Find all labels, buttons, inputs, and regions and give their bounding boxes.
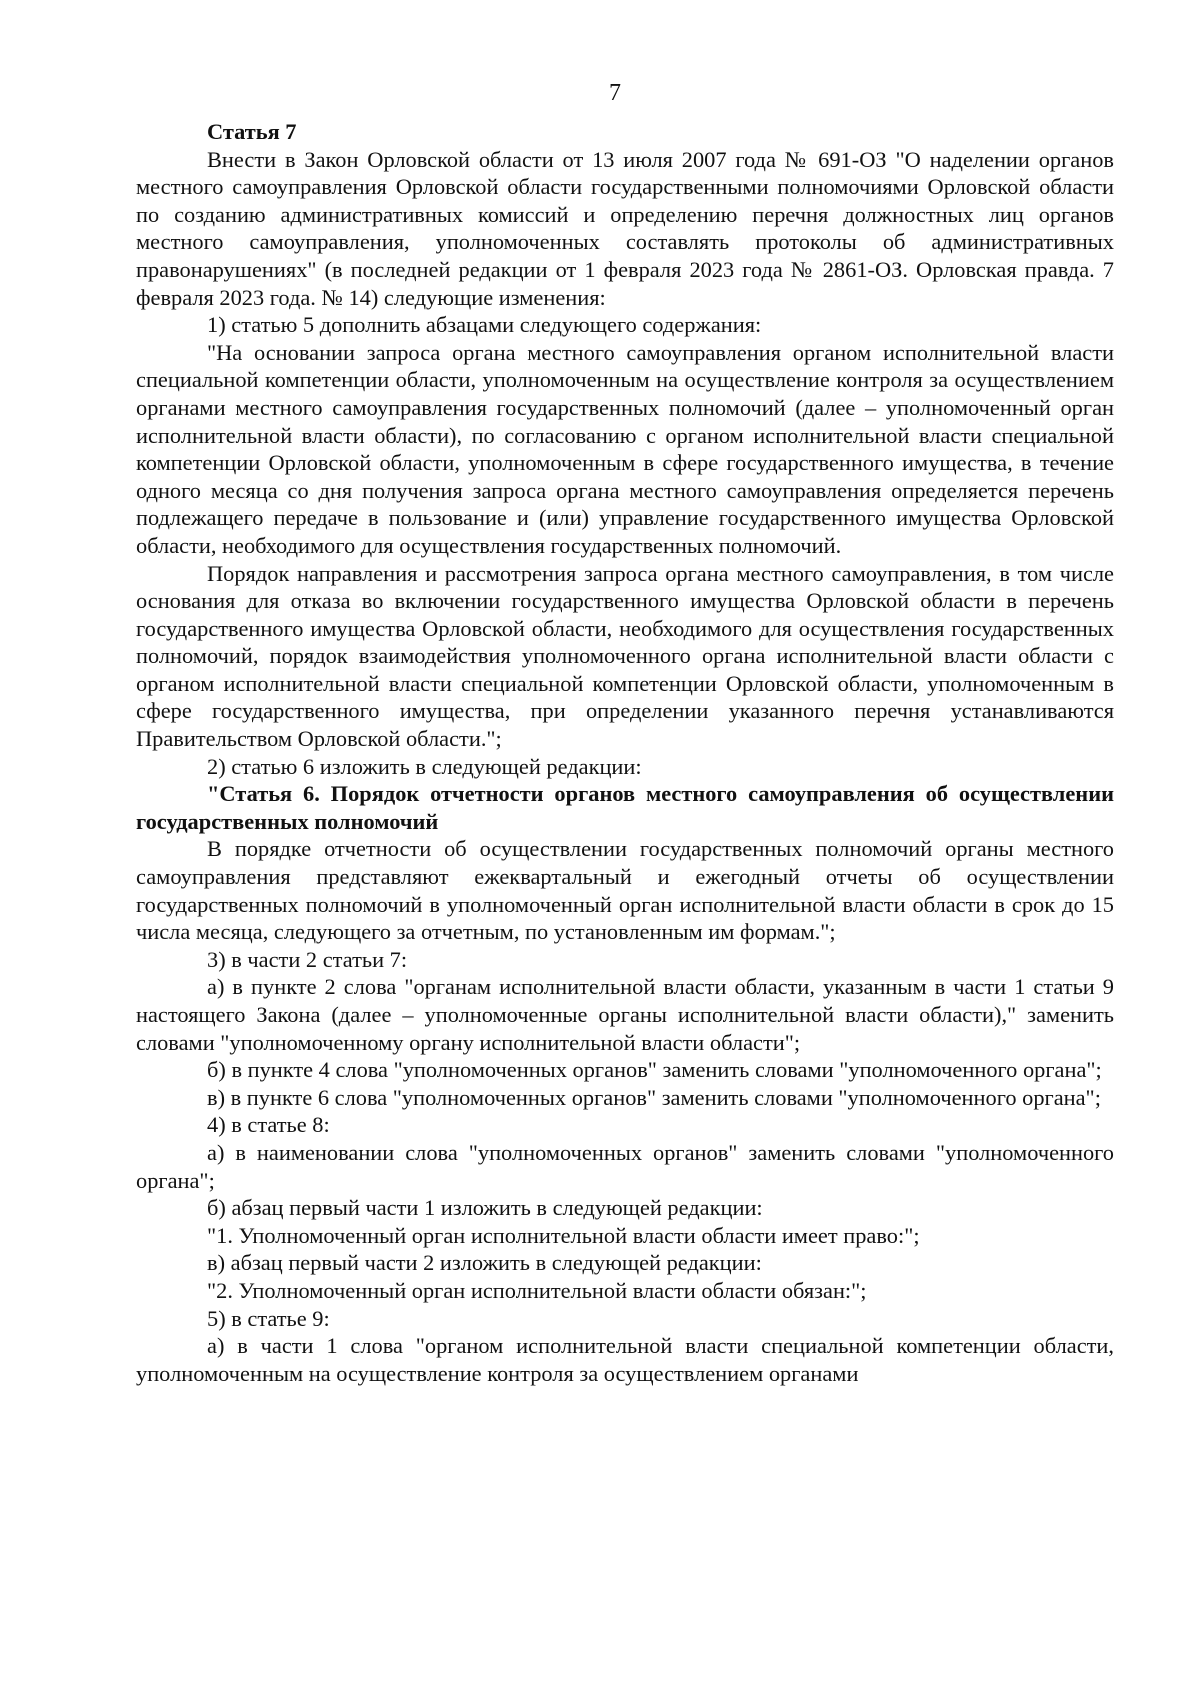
paragraph: в) в пункте 6 слова "уполномоченных органов" заменить словами "уполномоченного органа"; bbox=[207, 1084, 1101, 1110]
paragraph: "2. Уполномоченный орган исполнительной власти области обязан:"; bbox=[207, 1277, 867, 1303]
paragraph: 1) статью 5 дополнить абзацами следующего содержания: bbox=[207, 312, 762, 338]
paragraph: "На основании запроса органа местного самоуправления органом исполнительной власти специальной компетенции области, уполномоченным на осуществление контроля за осуществлением органами местного самоуправления государственных полномочий (далее – уполномоченный орган исполнительной власти области), по согласованию с органом исполнительной власти специальной компетенции Орловской области, уполномоченным в сфере государственного имущества, в течение одного месяца со дня получения запроса органа местного самоуправления определяется перечень подлежащего передаче в пользование и (или) управление государственного имущества Орловской области, необходимого для осуществления государственных полномочий. bbox=[136, 339, 1114, 558]
article-subheading: "Статья 6. Порядок отчетности органов местного самоуправления об осуществлении государственных полномочий bbox=[136, 781, 1114, 834]
document-body bbox=[136, 118, 1114, 1387]
paragraph: Внести в Закон Орловской области от 13 июля 2007 года № 691-ОЗ "О наделении органов местного самоуправления Орловской области государственными полномочиями Орловской области по созданию административных комиссий и определению перечня должностных лиц органов местного самоуправления, уполномоченных составлять протоколы об административных правонарушениях" (в последней редакции от 1 февраля 2023 года № 2861-ОЗ. Орловская правда. 7 февраля 2023 года. № 14) следующие изменения: bbox=[136, 146, 1114, 310]
paragraph: Порядок направления и рассмотрения запроса органа местного самоуправления, в том числе основания для отказа во включении государственного имущества Орловской области в перечень государственного имущества Орловской области, необходимого для осуществления государственных полномочий, порядок взаимодействия уполномоченного органа исполнительной власти области с органом исполнительной власти специальной компетенции Орловской области, уполномоченным в сфере государственного имущества, при определении указанного перечня устанавливаются Правительством Орловской области."; bbox=[136, 560, 1114, 752]
paragraph: 5) в статье 9: bbox=[207, 1305, 330, 1331]
paragraph: 2) статью 6 изложить в следующей редакции: bbox=[207, 753, 642, 779]
paragraph: б) в пункте 4 слова "уполномоченных органов" заменить словами "уполномоченного органа"; bbox=[207, 1057, 1102, 1083]
paragraph: "1. Уполномоченный орган исполнительной власти области имеет право:"; bbox=[207, 1222, 920, 1248]
paragraph: а) в части 1 слова "органом исполнительной власти специальной компетенции области, уполномоченным на осуществление контроля за осуществлением органами bbox=[136, 1333, 1114, 1386]
paragraph: 4) в статье 8: bbox=[207, 1112, 330, 1138]
paragraph: а) в наименовании слова "уполномоченных органов" заменить словами "уполномоченного органа"; bbox=[136, 1139, 1114, 1193]
paragraph: б) абзац первый части 1 изложить в следующей редакции: bbox=[207, 1195, 763, 1221]
paragraph: а) в пункте 2 слова "органам исполнительной власти области, указанным в части 1 статьи 9 настоящего Закона (далее – уполномоченные органы исполнительной власти области)," заменить словами "уполномоченному органу исполнительной власти области"; bbox=[136, 974, 1114, 1055]
paragraph: в) абзац первый части 2 изложить в следующей редакции: bbox=[207, 1250, 762, 1276]
page-number: 7 bbox=[609, 80, 621, 106]
article-heading: Статья 7 bbox=[207, 119, 297, 144]
paragraph-list bbox=[136, 146, 1114, 1388]
paragraph: В порядке отчетности об осуществлении государственных полномочий органы местного самоуправления представляют ежеквартальный и ежегодный отчеты об осуществлении государственных полномочий в уполномоченный орган исполнительной власти области в срок до 15 числа месяца, следующего за отчетным, по установленным им формам."; bbox=[136, 836, 1114, 945]
paragraph: 3) в части 2 статьи 7: bbox=[207, 946, 408, 972]
